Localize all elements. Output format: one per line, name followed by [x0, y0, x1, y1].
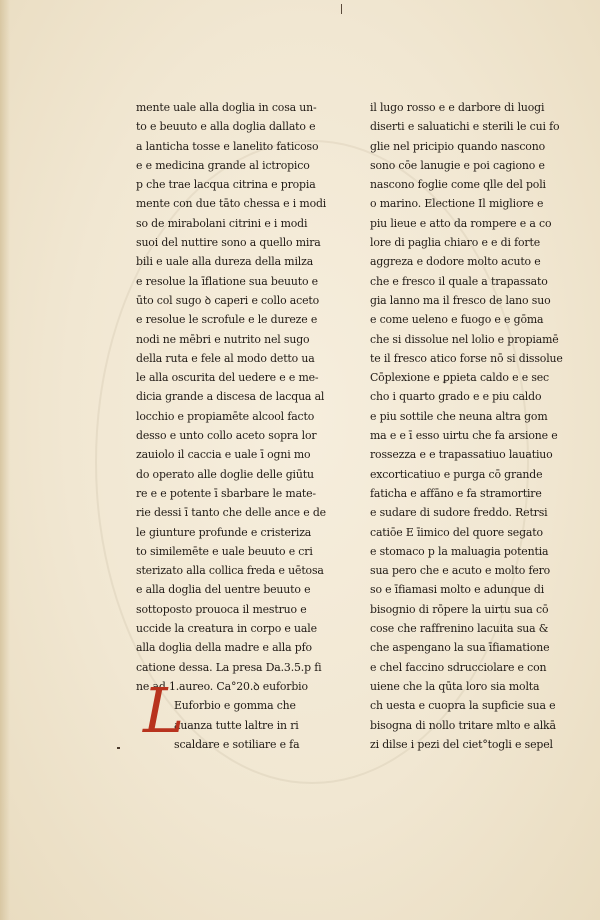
text-line: il lugo rosso e e darbore di luogi	[370, 101, 545, 114]
text-line: mente uale alla doglia in cosa un‐	[136, 101, 317, 114]
text-line: e sudare di sudore freddo. Retrsi	[370, 506, 548, 520]
text-line: e stomaco p la maluagia potentia	[370, 544, 549, 558]
text-line: nascono foglie come qlle del poli	[370, 178, 546, 192]
text-line: gia lanno ma il fresco de lano suo	[370, 293, 551, 307]
page-edge-shadow	[0, 0, 10, 920]
text-line: e come ueleno e fuogo e e gōma	[370, 313, 544, 327]
text-line: catiōe E īimico del quore segato	[370, 525, 543, 539]
text-line: sono cōe lanugie e poi cagiono e	[370, 158, 545, 172]
text-line: locchio e propiamēte alcool facto	[136, 409, 315, 423]
text-line: ūto col sugo ꝺ caperi e collo aceto	[136, 293, 320, 307]
text-line: nodi ne mēbri e nutrito nel sugo	[136, 332, 310, 346]
text-line: che e fresco il quale a trapassato	[370, 274, 548, 288]
text-line: faticha e affāno e fa stramortire	[370, 486, 542, 500]
text-line: aggreza e dodore molto acuto e	[370, 255, 541, 269]
text-line: mente con due tāto chessa e i modi	[136, 197, 327, 211]
right-text-column	[370, 98, 575, 754]
text-line: bili e uale alla dureza della milza	[136, 255, 314, 269]
text-line: p che trae lacqua citrina e propia	[136, 178, 316, 192]
text-line: to e beuuto e alla doglia dallato e	[136, 120, 316, 134]
text-line: Cōplexione e ꝑpieta caldo e e sec	[370, 371, 550, 385]
text-line: e resolue la īflatione sua beuuto e	[136, 274, 318, 288]
text-line: scaldare e sotiliare e fa	[174, 737, 300, 751]
text-line: rossezza e e trapassatiuo lauatiuo	[370, 448, 553, 462]
text-line: dicia grande a discesa de lacqua al	[136, 390, 325, 404]
text-line: sua pero che e acuto e molto fero	[370, 564, 551, 578]
text-line: cose che raffrenino lacuita sua &	[370, 622, 549, 636]
text-line: bisognio di rōpere la uirtu sua cō	[370, 602, 549, 616]
text-line: e e medicina grande al ictropico	[136, 158, 310, 172]
text-line: do operato alle doglie delle giūtu	[136, 467, 314, 481]
text-line: sottoposto prouoca il mestruo e	[136, 602, 307, 616]
text-line: catione dessa. La presa Da.3.5.p fi	[136, 660, 322, 674]
text-line: diserti e saluatichi e sterili le cui fo	[370, 120, 560, 134]
text-line: e chel faccino sdrucciolare e con	[370, 660, 547, 674]
ink-speck	[117, 747, 120, 749]
text-line: uccide la creatura in corpo e uale	[136, 622, 317, 636]
text-line: so de mirabolani citrini e i modi	[136, 216, 308, 230]
text-line: alla doglia della madre e alla pfo	[136, 641, 312, 655]
text-line: auanza tutte laltre in ri	[174, 718, 299, 732]
text-line: zauiolo il caccia e uale ī ogni mo	[136, 448, 311, 462]
text-line: so e īfiamasi molto e adunque di	[370, 583, 545, 597]
text-line: rie dessi ī tanto che delle ance e de	[136, 506, 326, 520]
text-line: le giunture profunde e cristeriza	[136, 525, 312, 539]
text-line: le alla oscurita del uedere e e me‐	[136, 371, 319, 385]
left-text-column	[136, 98, 336, 754]
text-line: excorticatiuo e purga cō grande	[370, 467, 543, 481]
text-line: che si dissolue nel lolio e propiamē	[370, 332, 559, 346]
text-line: Euforbio e gomma che	[174, 699, 296, 713]
text-line: te il fresco atico forse nō si dissolue	[370, 351, 563, 365]
text-line: o marino. Electione Il migliore e	[370, 197, 544, 211]
text-line: to similemēte e uale beuuto e cri	[136, 544, 313, 558]
text-line: zi dilse i pezi del ciet°togli e sepel	[370, 737, 553, 751]
text-line: bisogna di nollo tritare mlto e alkā	[370, 718, 556, 732]
text-line: suoi del nuttire sono a quello mira	[136, 236, 321, 250]
text-line: cho i quarto grado e e piu caldo	[370, 390, 542, 404]
text-line: e piu sottile che neuna altra gom	[370, 409, 548, 423]
text-line: ch uesta e cuopra la supficie sua e	[370, 699, 556, 713]
text-line: ne ad.1.aureo. Ca°20.ꝺ euforbio	[136, 679, 308, 693]
text-line: e resolue le scrofule e le dureze e	[136, 313, 318, 327]
text-line: ma e e ī esso uirtu che fa arsione e	[370, 429, 558, 443]
text-line: uiene che la qūta loro sia molta	[370, 679, 540, 693]
text-line: sterizato alla collica freda e uētosa	[136, 564, 324, 578]
text-line: e alla doglia del uentre beuuto e	[136, 583, 311, 597]
text-line: desso e unto collo aceto sopra lor	[136, 429, 317, 443]
page-top-mark	[341, 4, 342, 14]
text-line: che aspengano la sua īfiamatione	[370, 641, 550, 655]
text-line: lore di paglia chiaro e e di forte	[370, 236, 540, 250]
illuminated-initial: L	[143, 674, 185, 747]
text-line: re e e potente ī sbarbare le mate‐	[136, 486, 316, 500]
text-line: della ruta e fele al modo detto ua	[136, 351, 315, 365]
text-line: glie nel pricipio quando nascono	[370, 139, 545, 153]
text-line: piu lieue e atto da rompere e a co	[370, 216, 552, 230]
text-line: a lanticha tosse e lanelito faticoso	[136, 139, 319, 153]
